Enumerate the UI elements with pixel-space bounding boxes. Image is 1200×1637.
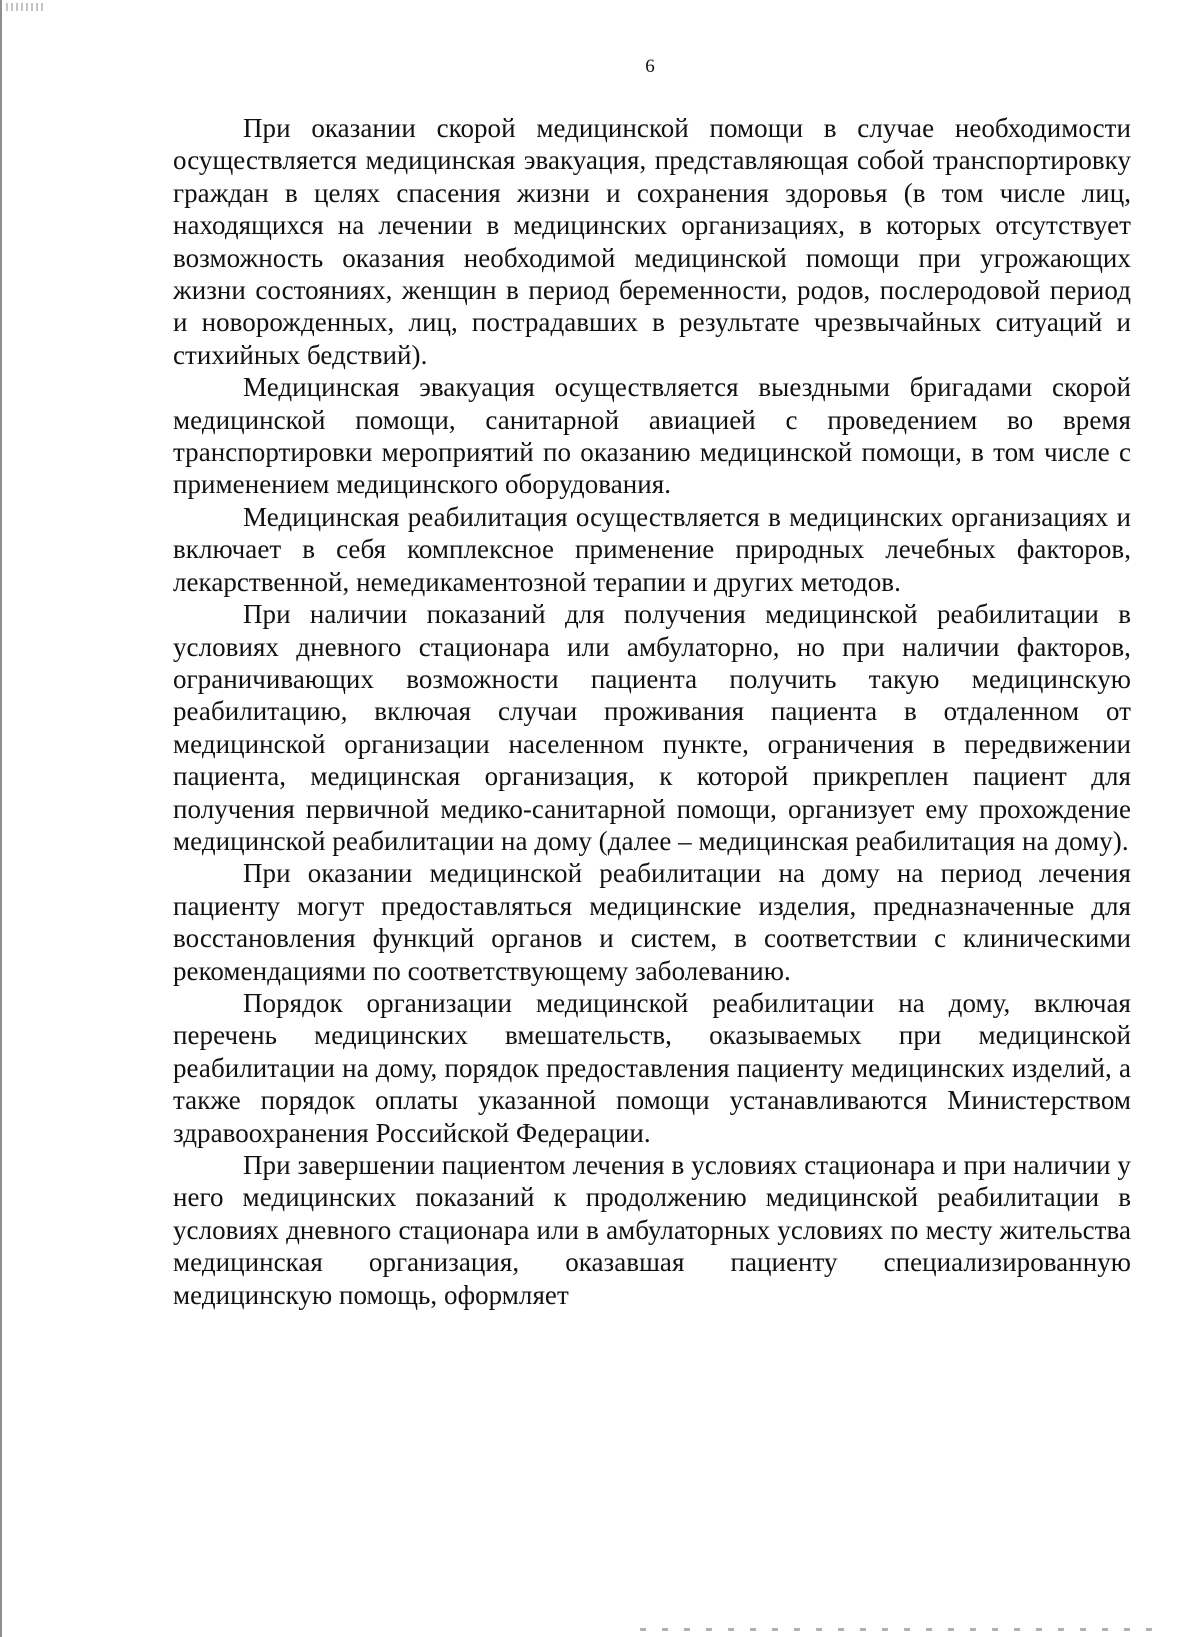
- paragraph-discharge: При завершении пациентом лечения в условиях стационара и при наличии у него медицинских показаний к продолжению медицинской реабилитации в условиях дневного стационара или в амбулаторных условиях по месту жительства медицинская организация, оказавшая пациенту специализированную медицинскую помощь, оформляет: [173, 1150, 1131, 1310]
- page-number: 6: [645, 56, 655, 77]
- document-body: [173, 112, 1131, 1311]
- scan-edge-mark: [0, 0, 2, 1637]
- paragraph-home-rehabilitation: При наличии показаний для получения медицинской реабилитации в условиях дневного стационара или амбулаторно, но при наличии факторов, ограничивающих возможности пациента получить такую медицинскую реабилитацию, включая случаи проживания пациента в отдаленном от медицинской организации населенном пункте, ограничения в передвижении пациента, медицинская организация, к которой прикреплен пациент для получения первичной медико-санитарной помощи, организует ему прохождение медицинской реабилитации на дому (далее – медицинская реабилитация на дому).: [173, 599, 1131, 856]
- paragraph-medical-devices: При оказании медицинской реабилитации на дому на период лечения пациенту могут предоставляться медицинские изделия, предназначенные для восстановления функций органов и систем, в соответствии с клиническими рекомендациями по соответствующему заболеванию.: [173, 858, 1131, 986]
- paragraph-rehabilitation-procedure: Порядок организации медицинской реабилитации на дому, включая перечень медицинских вмешательств, оказываемых при медицинской реабилитации на дому, порядок предоставления пациенту медицинских изделий, а также порядок оплаты указанной помощи устанавливаются Министерством здравоохранения Российской Федерации.: [173, 987, 1131, 1148]
- paragraph-evacuation-teams: Медицинская эвакуация осуществляется выездными бригадами скорой медицинской помощи, санитарной авиацией с проведением во время транспортировки мероприятий по оказанию медицинской помощи, в том числе с применением медицинского оборудования.: [173, 372, 1131, 500]
- scan-artifact: [6, 3, 46, 11]
- scan-bottom-artifact: [640, 1628, 1160, 1631]
- paragraph-medical-evacuation: При оказании скорой медицинской помощи в случае необходимости осуществляется медицинская эвакуация, представляющая собой транспортировку граждан в целях спасения жизни и сохранения здоровья (в том числе лиц, находящихся на лечении в медицинских организациях, в которых отсутствует возможность оказания необходимой медицинской помощи при угрожающих жизни состояниях, женщин в период беременности, родов, послеродовой период и новорожденных, лиц, пострадавших в результате чрезвычайных ситуаций и стихийных бедствий).: [173, 113, 1131, 370]
- paragraph-medical-rehabilitation: Медицинская реабилитация осуществляется в медицинских организациях и включает в себя комплексное применение природных лечебных факторов, лекарственной, немедикаментозной терапии и других методов.: [173, 501, 1131, 597]
